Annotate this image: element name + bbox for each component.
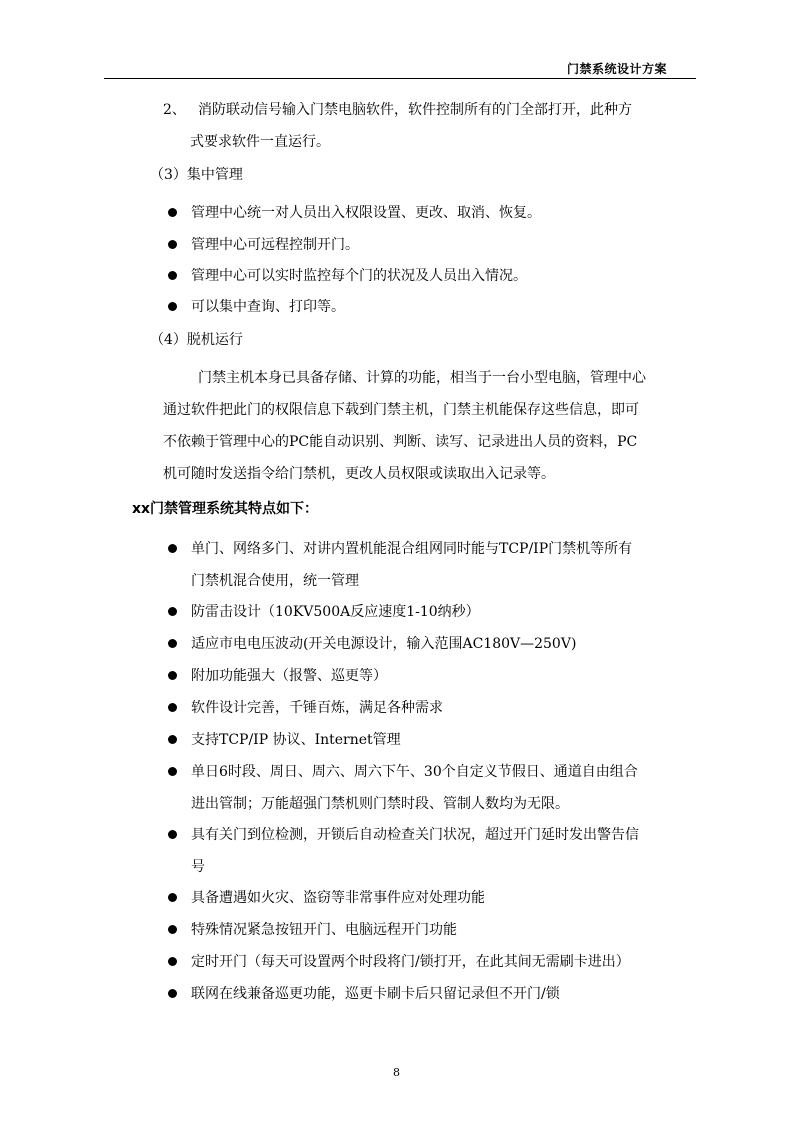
intro-item-line-1: 消防联动信号输入门禁电脑软件，软件控制所有的门全部打开，此种方 [198,102,632,118]
feature-1-line-2: 门禁机混合使用，统一管理 [191,573,359,589]
bullet-dot [168,240,177,249]
offline-heading: （4）脱机运行 [150,332,243,348]
bullet-dot [168,925,177,934]
features-title: xx门禁管理系统其特点如下： [132,501,319,517]
intro-item-number: 2、 [163,102,186,118]
page-header-title: 门禁系统设计方案 [566,62,667,76]
feature-4-line-1: 附加功能强大（报警、巡更等） [191,668,387,684]
bullet-dot [168,830,177,839]
bullet-dot [168,302,177,311]
bullet-dot [168,957,177,966]
central-bullet-4: 可以集中查询、打印等。 [191,299,345,315]
feature-2-line-1: 防雷击设计（10KV500A反应速度1-10纳秒） [191,604,480,620]
feature-7-line-1: 单日6时段、周日、周六、周六下午、30个自定义节假日、通道自由组合 [191,764,638,780]
bullet-dot [168,208,177,217]
bullet-dot [168,607,177,616]
central-bullet-3: 管理中心可以实时监控每个门的状况及人员出入情况。 [191,268,527,284]
intro-item-line-2: 式要求软件一直运行。 [190,134,330,150]
offline-paragraph-line-4: 机可随时发送指令给门禁机，更改人员权限或读取出入记录等。 [163,466,555,482]
feature-8-line-2: 号 [191,859,205,875]
feature-6-line-1: 支持TCP/IP 协议、Internet管理 [191,732,401,748]
bullet-dot [168,893,177,902]
bullet-dot [168,671,177,680]
feature-3-line-1: 适应市电电压波动(开关电源设计，输入范围AC180V—250V) [191,636,577,652]
bullet-dot [168,989,177,998]
feature-12-line-1: 联网在线兼备巡更功能，巡更卡刷卡后只留记录但不开门/锁 [191,986,560,1002]
feature-10-line-1: 特殊情况紧急按钮开门、电脑远程开门功能 [191,922,457,938]
header-divider [104,78,696,79]
feature-1-line-1: 单门、网络多门、对讲内置机能混合组网同时能与TCP/IP门禁机等所有 [191,541,633,557]
feature-8-line-1: 具有关门到位检测，开锁后自动检查关门状况，超过开门延时发出警告信 [191,827,639,843]
feature-5-line-1: 软件设计完善，千锤百炼，满足各种需求 [191,700,443,716]
bullet-dot [168,271,177,280]
feature-7-line-2: 进出管制；万能超强门禁机则门禁时段、管制人数均为无限。 [191,796,569,812]
feature-9-line-1: 具备遭遇如火灾、盗窃等非常事件应对处理功能 [191,890,485,906]
central-management-heading: （3）集中管理 [150,167,243,183]
bullet-dot [168,639,177,648]
central-bullet-2: 管理中心可远程控制开门。 [191,237,359,253]
offline-paragraph-line-1: 门禁主机本身已具备存储、计算的功能，相当于一台小型电脑，管理中心 [198,370,646,386]
offline-paragraph-line-2: 通过软件把此门的权限信息下载到门禁主机，门禁主机能保存这些信息，即可 [163,402,639,418]
feature-11-line-1: 定时开门（每天可设置两个时段将门/锁打开，在此其间无需刷卡进出） [191,954,630,970]
bullet-dot [168,735,177,744]
bullet-dot [168,703,177,712]
bullet-dot [168,767,177,776]
page-number: 8 [393,1066,400,1079]
bullet-dot [168,544,177,553]
offline-paragraph-line-3: 不依赖于管理中心的PC能自动识别、判断、读写、记录进出人员的资料，PC [163,434,638,450]
central-bullet-1: 管理中心统一对人员出入权限设置、更改、取消、恢复。 [191,205,541,221]
